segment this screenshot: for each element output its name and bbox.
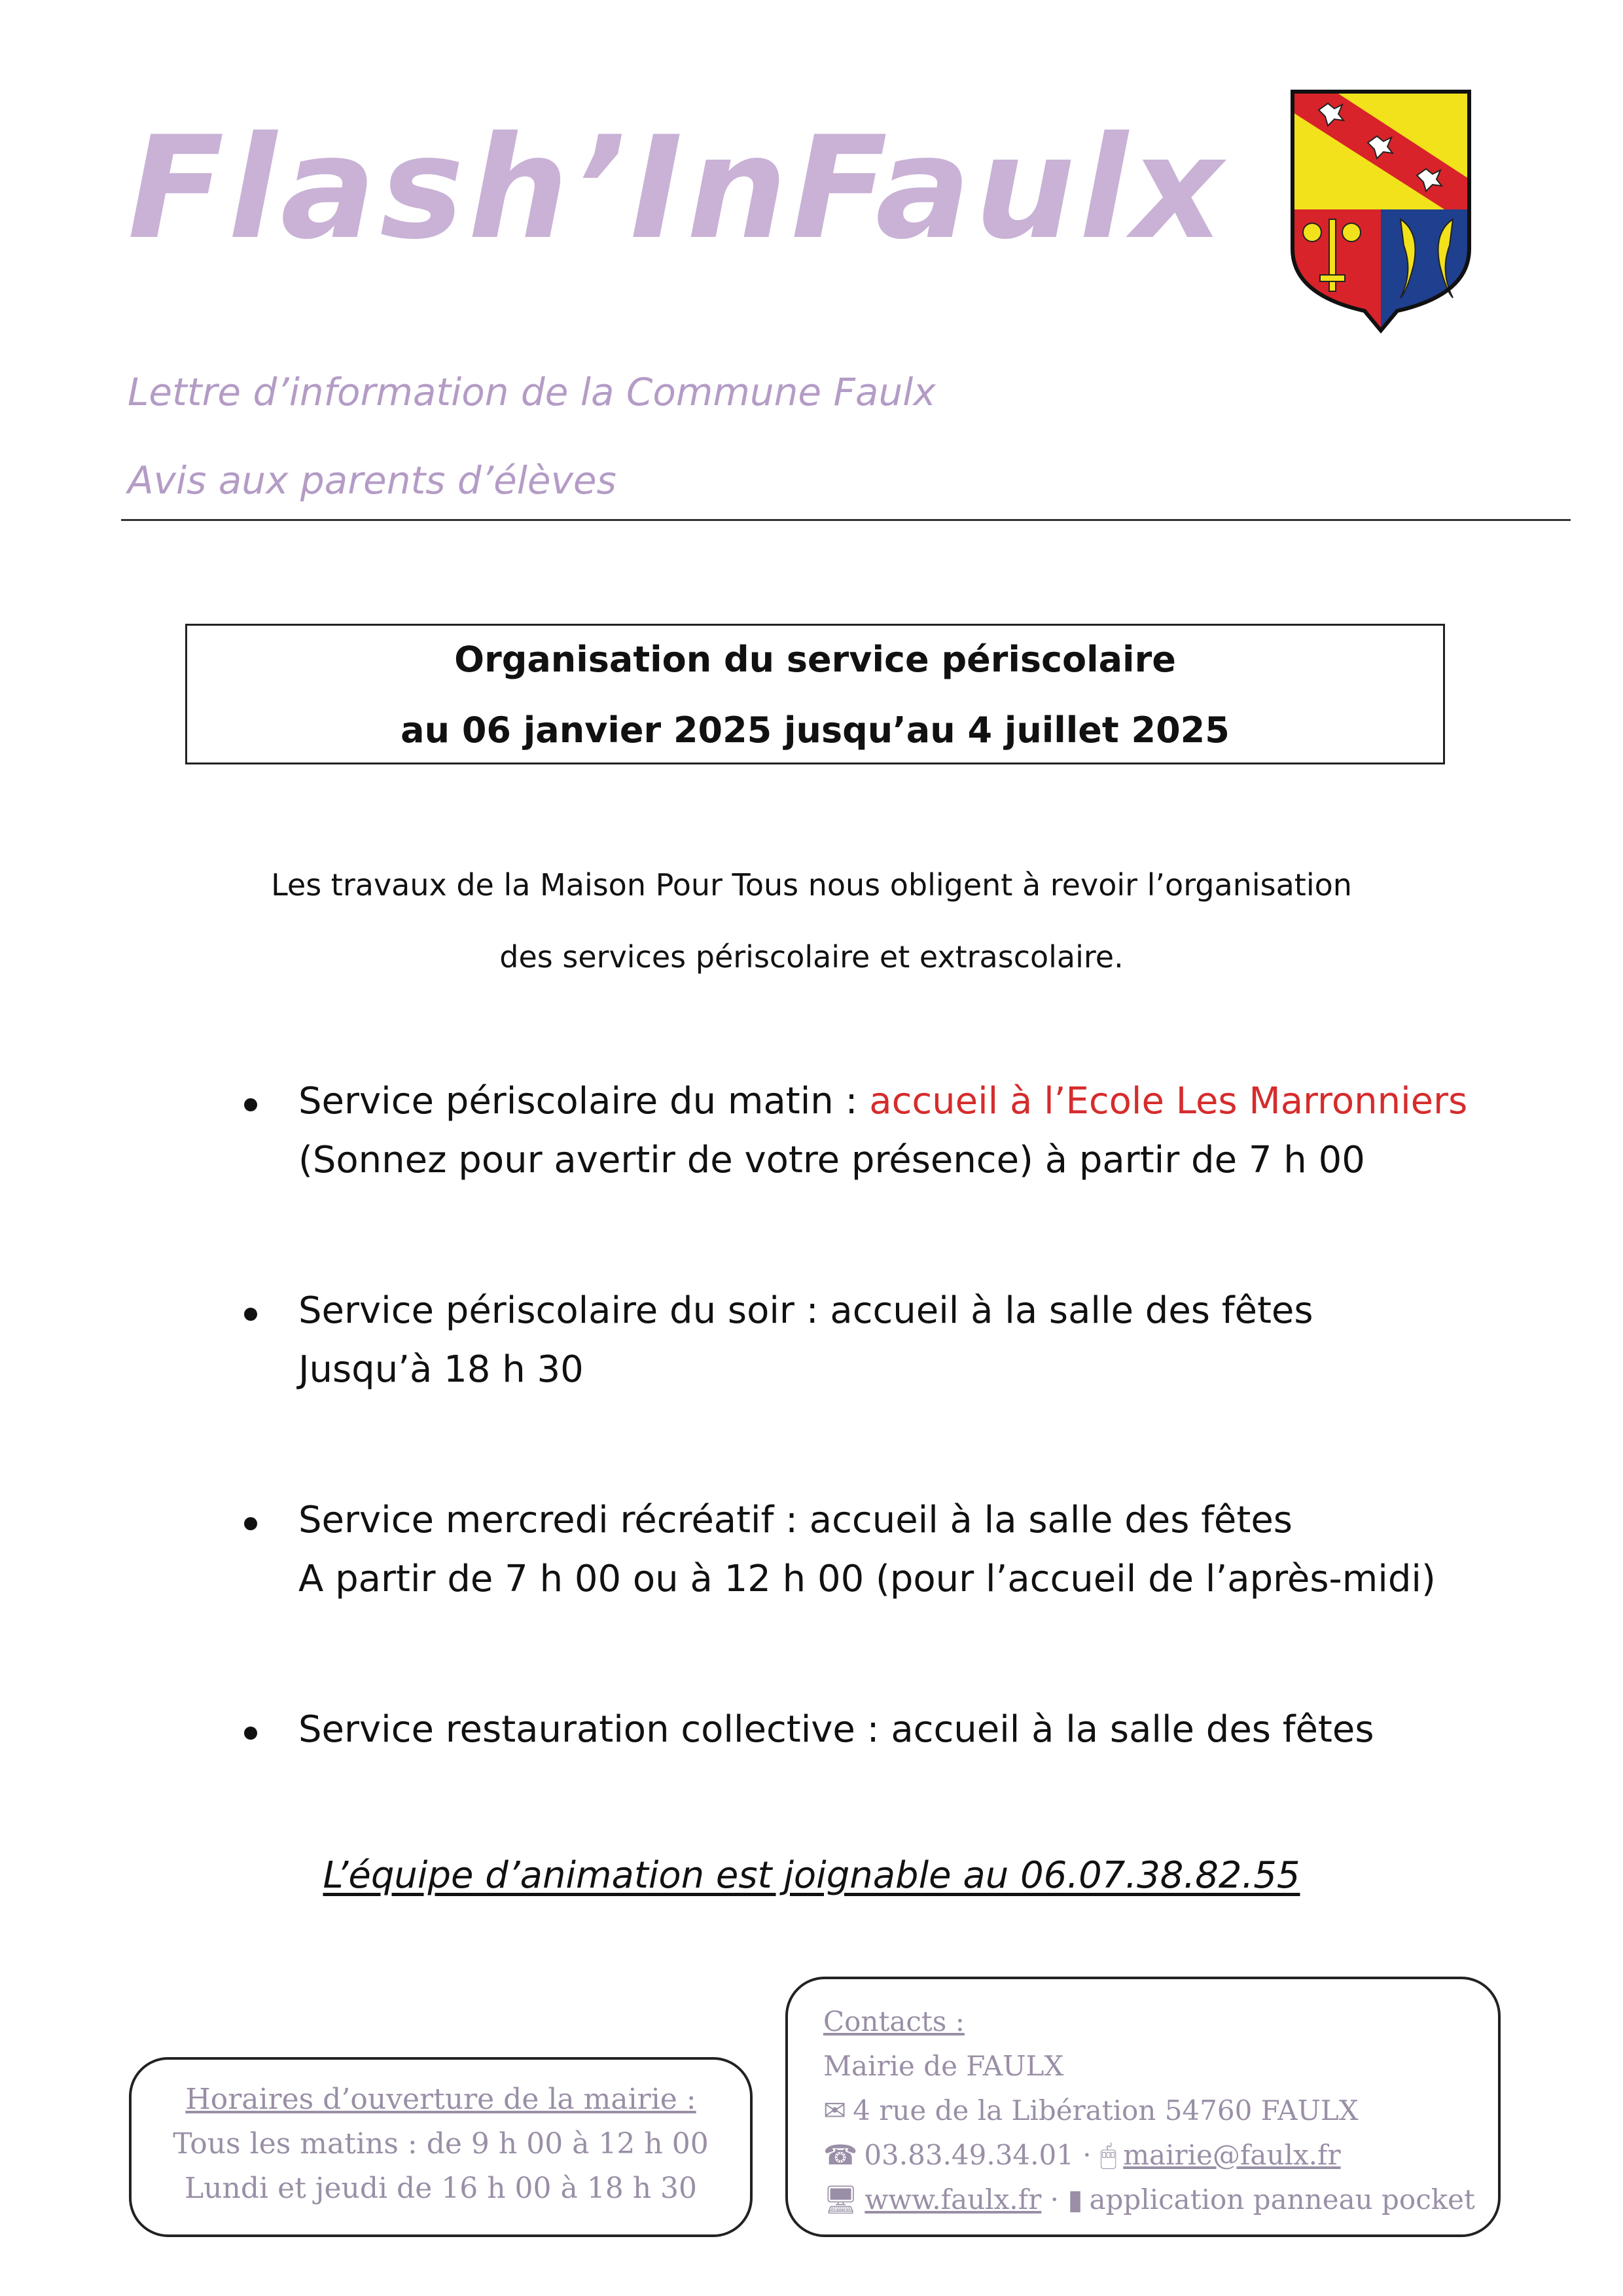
newsletter-subtitle: Lettre d’information de la Commune Faulx [128, 370, 936, 414]
header-divider [121, 519, 1571, 521]
team-phone-notice: L’équipe d’animation est joignable au 06.07.38.82.55 [323, 1854, 1300, 1897]
headline-title: Organisation du service périscolaire [454, 639, 1176, 680]
bullet-icon [244, 1727, 257, 1740]
bullet-icon [244, 1098, 257, 1111]
service-detail: A partir de 7 h 00 ou à 12 h 00 (pour l’accueil de l’après-midi) [298, 1558, 1436, 1600]
service-detail: (Sonnez pour avertir de votre présence) à partir de 7 h 00 [298, 1139, 1365, 1181]
intro-line-1: Les travaux de la Maison Pour Tous nous obligent à revoir l’organisation [271, 867, 1352, 903]
town-hall-hours-box [129, 2057, 753, 2237]
notice-audience: Avis aux parents d’élèves [128, 458, 616, 503]
service-text: Service restauration collective : accueil à la salle des fêtes [298, 1708, 1374, 1751]
service-text: Service périscolaire du soir : accueil à la salle des fêtes [298, 1289, 1313, 1332]
service-label: Service périscolaire du matin : [298, 1080, 870, 1122]
bullet-icon [244, 1308, 257, 1321]
service-detail: Jusqu’à 18 h 30 [298, 1348, 584, 1391]
newsletter-title: Flash’InFaulx [128, 106, 1227, 270]
contacts-box [785, 1977, 1501, 2237]
service-location-highlight: accueil à l’Ecole Les Marronniers [869, 1080, 1468, 1122]
computer-icon: 🖥 [823, 2183, 859, 2215]
contacts-phone-row: ☎ 03.83.49.34.01 · 🖱 mairie@faulx.fr [823, 2139, 1341, 2171]
hours-title: Horaires d’ouverture de la mairie : [185, 2083, 696, 2116]
smartphone-icon: ▮ [1067, 2183, 1083, 2215]
contacts-address: 4 rue de la Libération 54760 FAULX [853, 2094, 1359, 2126]
bullet-icon [244, 1517, 257, 1530]
service-text [298, 1080, 1467, 1122]
hours-morning: Tous les matins : de 9 h 00 à 12 h 00 [173, 2127, 709, 2161]
contacts-title: Contacts : [823, 2005, 965, 2037]
headline-box [185, 624, 1445, 764]
contacts-website-link[interactable]: www.faulx.fr [865, 2183, 1042, 2215]
contacts-name: Mairie de FAULX [823, 2050, 1064, 2082]
contacts-address-row [823, 2094, 1359, 2126]
headline-dates: au 06 janvier 2025 jusqu’au 4 juillet 2025 [401, 709, 1230, 751]
intro-line-2: des services périscolaire et extrascolaire. [499, 939, 1124, 975]
coat-of-arms-logo [1286, 85, 1476, 334]
envelope-icon: ✉ [823, 2094, 847, 2126]
contacts-email-link[interactable]: mairie@faulx.fr [1123, 2139, 1341, 2171]
contacts-phone: 03.83.49.34.01 [864, 2139, 1074, 2171]
contacts-app: application panneau pocket [1089, 2183, 1475, 2215]
phone-icon: ☎ [823, 2139, 858, 2171]
hours-afternoon: Lundi et jeudi de 16 h 00 à 18 h 30 [184, 2172, 698, 2205]
contacts-web-row: 🖥 www.faulx.fr · ▮ application panneau pocket [823, 2183, 1475, 2215]
mouse-icon: 🖱 [1100, 2139, 1117, 2171]
service-text: Service mercredi récréatif : accueil à la salle des fêtes [298, 1499, 1293, 1541]
